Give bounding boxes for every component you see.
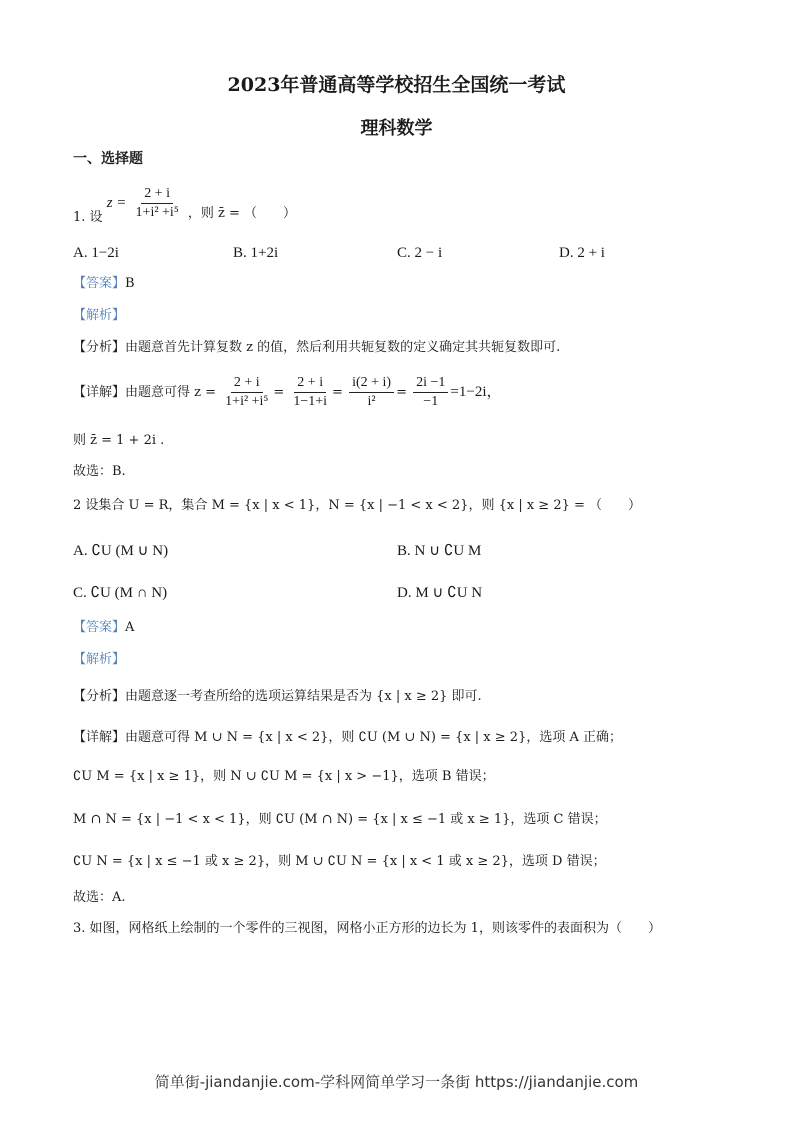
q2-analysis-tag: 【解析】	[73, 652, 126, 667]
step-fraction	[413, 374, 448, 411]
xiangjie-text: 由题意可得 M ∪ N = {x | x < 2}，则 ∁U (M ∪ N) = {x | x ≥ 2}，选项 A 正确；	[125, 730, 622, 745]
step-fraction	[222, 374, 271, 411]
fenxi-tag: 【分析】	[73, 689, 126, 704]
fenxi-text: 由题意首先计算复数 z 的值，然后利用共轭复数的定义确定其共轭复数即可.	[125, 340, 561, 355]
page-title: 2023年普通高等学校招生全国统一考试	[227, 74, 566, 96]
q2-option-d: D. M ∪ ∁U N	[397, 585, 483, 601]
page-subtitle: 理科数学	[360, 118, 433, 139]
xiangjie-result: =1−2i，	[450, 384, 502, 400]
q2-xiangjie-line-3: M ∩ N = {x | −1 < x < 1}，则 ∁U (M ∩ N) = {x | x ≤ −1 或 x ≥ 1}，选项 C 错误；	[73, 812, 607, 827]
q2-fenxi	[73, 688, 482, 706]
q2-option-c: C. ∁U (M ∩ N)	[73, 585, 168, 601]
q1-xiangjie: 【详解】由题意可得 z = $\frac{2 + i}{\text{1+i² +i⁵}}$ = $\frac{2 + i}{1-1+i}$ = $\frac{i(2 + i)}{\text{i²}}$ = $\frac{2i -1}{-1}$ =1−2i，	[73, 375, 502, 409]
numerator: 2i −1	[413, 374, 448, 393]
question-3-stem: 3. 如图，网格纸上绘制的一个零件的三视图，网格小正方形的边长为 1，则该零件的表面积为（ ）	[73, 921, 661, 936]
q1-prefix: 1. 设	[73, 210, 103, 225]
answer-value: B	[125, 276, 135, 291]
numerator: 2 + i	[141, 185, 173, 204]
q1-answer	[73, 275, 135, 293]
denominator: 1+i² +i⁵	[135, 205, 179, 220]
q1-z-lhs: z =	[106, 195, 127, 211]
q1-conjugate-line: 则 z̄ = 1 + 2i .	[73, 433, 165, 448]
step-fraction	[349, 374, 394, 411]
question-2-stem: 2 设集合 U = R，集合 M = {x | x < 1}，N = {x | −1 < x < 2}，则 {x | x ≥ 2} = （ ）	[73, 498, 642, 513]
answer-tag: 【答案】	[73, 276, 126, 291]
q2-xiangjie-line-2: ∁U M = {x | x ≥ 1}，则 N ∪ ∁U M = {x | x > −1}，选项 B 错误；	[73, 769, 495, 784]
q1-fenxi	[73, 339, 560, 357]
q1-option-c: C. 2 − i	[397, 245, 443, 261]
footer-watermark: 简单街-jiandanjie.com-学科网简单学习一条街 https://jiandanjie.com	[154, 1073, 639, 1091]
q1-analysis-tag: 【解析】	[73, 308, 126, 323]
q1-option-a: A. 1−2i	[73, 245, 119, 261]
numerator: i(2 + i)	[349, 374, 394, 393]
denominator: 1−1+i	[293, 394, 328, 409]
q2-choose: 故选：A.	[73, 890, 126, 905]
denominator: i²	[367, 394, 376, 409]
numerator: 2 + i	[231, 374, 263, 393]
answer-tag: 【答案】	[73, 620, 126, 635]
answer-value: A	[125, 620, 135, 635]
section-heading: 一、选择题	[73, 151, 143, 167]
q2-option-b: B. N ∪ ∁U M	[397, 543, 482, 559]
q2-answer	[73, 619, 134, 637]
xiangjie-tag: 【详解】	[73, 730, 126, 745]
q1-suffix: ，则 z̄ = （ ）	[187, 206, 296, 221]
q1-choose: 故选：B.	[73, 464, 126, 479]
xiangjie-prefix: 由题意可得 z =	[125, 385, 217, 400]
q1-option-d: D. 2 + i	[559, 245, 605, 261]
denominator: −1	[423, 394, 439, 409]
question-1-stem	[73, 185, 296, 225]
q2-xiangjie-line-4: ∁U N = {x | x ≤ −1 或 x ≥ 2}，则 M ∪ ∁U N = {x | x < 1 或 x ≥ 2}，选项 D 错误；	[73, 854, 606, 869]
q2-option-a: A. ∁U (M ∪ N)	[73, 543, 169, 559]
q1-fraction	[133, 185, 182, 222]
fenxi-text: 由题意逐一考查所给的选项运算结果是否为 {x | x ≥ 2} 即可.	[125, 689, 482, 704]
denominator: 1+i² +i⁵	[225, 394, 269, 409]
q1-option-b: B. 1+2i	[233, 245, 279, 261]
numerator: 2 + i	[294, 374, 326, 393]
xiangjie-tag: 【详解】	[73, 385, 126, 400]
step-fraction	[290, 374, 330, 411]
q2-xiangjie-line-1	[73, 729, 622, 747]
fenxi-tag: 【分析】	[73, 340, 126, 355]
